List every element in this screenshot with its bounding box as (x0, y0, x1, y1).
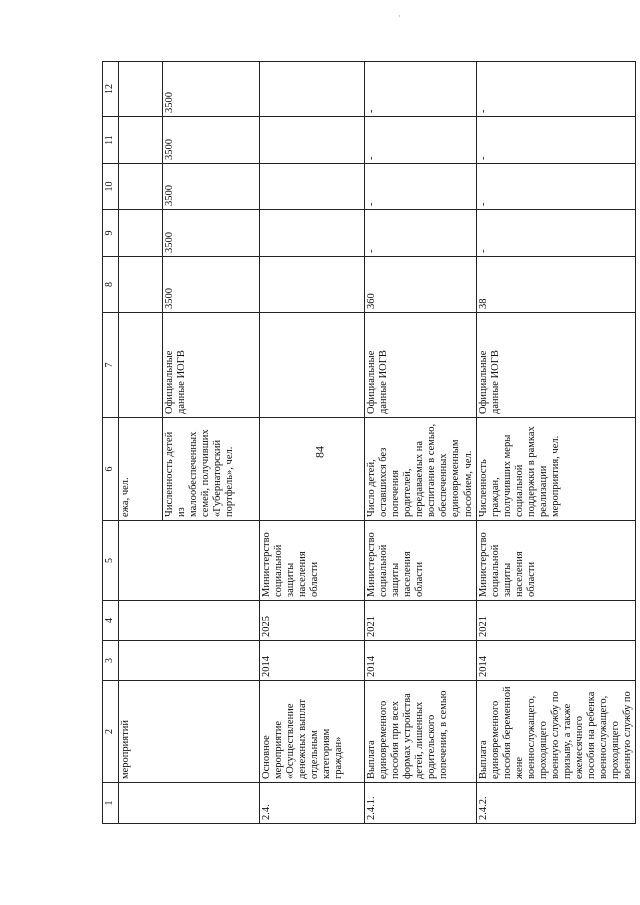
cell (119, 521, 260, 601)
col-num-3: 3 (103, 641, 119, 681)
table-row-2-4-1 (365, 62, 477, 824)
cell-value: - (365, 210, 477, 257)
cell-value: 3500 (163, 210, 260, 257)
cell (260, 418, 365, 521)
col-num-7: 7 (103, 313, 119, 418)
cell (119, 210, 163, 257)
cell-source: Официальные данные ИОГВ (365, 313, 477, 418)
cell-name: Выплата единовременного пособия при всех формах устройства детей, лишенных родительского попечения, в семью (365, 681, 477, 783)
cell (119, 164, 163, 210)
cell (260, 210, 365, 257)
cell-end-year: 2025 (260, 601, 365, 641)
cell-number: 2.4.2. (476, 783, 636, 824)
cell (119, 783, 260, 824)
col-num-6: 6 (103, 418, 119, 521)
cell-value: - (365, 164, 477, 210)
rotated-table-wrapper (102, 62, 634, 824)
cell-value: 3500 (163, 257, 260, 313)
cell (260, 257, 365, 313)
cell-source: Официальные данные ИОГВ (476, 313, 636, 418)
cell-value: 3500 (163, 62, 260, 117)
table-row-continuation (119, 62, 163, 824)
cell-value: - (476, 117, 636, 164)
cell (119, 257, 163, 313)
cell-value: - (365, 62, 477, 117)
column-number-row (103, 62, 119, 824)
cell (260, 62, 365, 117)
cell-value: - (476, 164, 636, 210)
cell-number: 2.4.1. (365, 783, 477, 824)
cell-end-year: 2021 (476, 601, 636, 641)
cell-value: 360 (365, 257, 477, 313)
cell (119, 313, 163, 418)
cell-continuation-name: мероприятий (119, 681, 260, 783)
cell-value: 38 (476, 257, 636, 313)
cell (119, 62, 163, 117)
cell (260, 117, 365, 164)
table-row-2-4-2 (476, 62, 636, 824)
cell-indicator: Численность детей из малообеспеченных семей, получивших «Губернаторский портфель», чел. (163, 418, 260, 521)
cell-number: 2.4. (260, 783, 365, 824)
cell-executor: Министерство социальной защиты населения области (476, 521, 636, 601)
cell-start-year: 2014 (476, 641, 636, 681)
cell-executor: Министерство социальной защиты населения области (365, 521, 477, 601)
cell-value: 3500 (163, 117, 260, 164)
cell-source: Официальные данные ИОГВ (163, 313, 260, 418)
scan-speck: · (398, 11, 401, 21)
page-number: 84 (312, 446, 327, 458)
program-table (102, 61, 636, 824)
cell-value: - (476, 62, 636, 117)
cell-continuation-indicator: ежа, чел. (119, 418, 163, 521)
col-num-2: 2 (103, 681, 119, 783)
cell-value: - (476, 210, 636, 257)
cell-start-year: 2014 (260, 641, 365, 681)
col-num-1: 1 (103, 783, 119, 824)
cell-value: - (365, 117, 477, 164)
cell-end-year: 2021 (365, 601, 477, 641)
cell (260, 164, 365, 210)
col-num-10: 10 (103, 164, 119, 210)
col-num-4: 4 (103, 601, 119, 641)
col-num-8: 8 (103, 257, 119, 313)
cell (119, 601, 260, 641)
cell-value: 3500 (163, 164, 260, 210)
rotated-table-frame (102, 62, 634, 824)
cell (119, 117, 163, 164)
col-num-11: 11 (103, 117, 119, 164)
cell-executor: Министерство социальной защиты населения области (260, 521, 365, 601)
col-num-12: 12 (103, 62, 119, 117)
col-num-9: 9 (103, 210, 119, 257)
cell (119, 641, 260, 681)
cell (260, 313, 365, 418)
cell-name: Основное мероприятие «Осуществление денежных выплат отдельным категориям граждан» (260, 681, 365, 783)
col-num-5: 5 (103, 521, 119, 601)
cell-indicator: Число детей, оставшихся без попечения родителей, передаваемых на воспитание в семью, обеспеченных единовременным пособием, чел. (365, 418, 477, 521)
cell-name: Выплата единовременного пособия беременной жене военнослужащего, проходящего военную службу по призыву, а также ежемесячного пособия на ребенка военнослужащего, проходящего военную службу по (476, 681, 636, 783)
table-row-2-4 (260, 62, 365, 824)
cell-indicator: Численность граждан, получивших меры социальной поддержки в рамках реализации мероприятия, чел. (476, 418, 636, 521)
cell-start-year: 2014 (365, 641, 477, 681)
